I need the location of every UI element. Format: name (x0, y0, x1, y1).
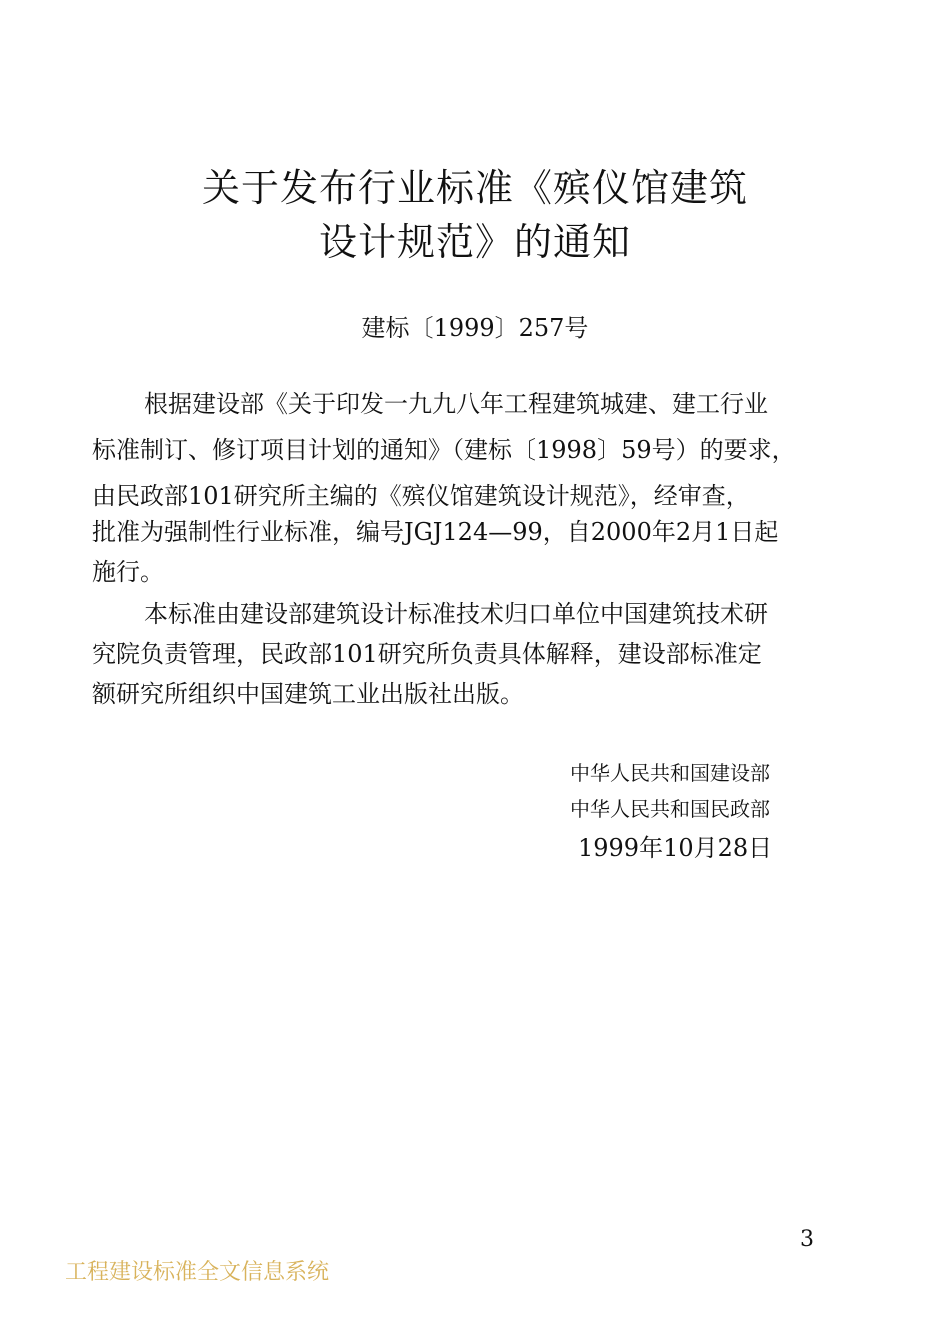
body-line: 由民政部101研究所主编的《殡仪馆建筑设计规范》，经审查， (92, 482, 750, 510)
issuing-org-1: 中华人民共和国建设部 (570, 761, 770, 785)
body-line: 额研究所组织中国建筑工业出版社出版。 (92, 680, 524, 708)
issuing-org-2: 中华人民共和国民政部 (570, 797, 770, 821)
body-line: 根据建设部《关于印发一九九八年工程建筑城建、建工行业 (144, 390, 768, 418)
body-line: 标准制订、修订项目计划的通知》（建标〔1998〕59号）的要求， (92, 436, 796, 464)
body-line: 究院负责管理，民政部101研究所负责具体解释，建设部标准定 (92, 640, 762, 668)
notice-title-line-1: 关于发布行业标准《殡仪馆建筑 (201, 166, 748, 210)
document-number: 建标〔1999〕257号 (361, 314, 589, 342)
footer-watermark: 工程建设标准全文信息系统 (65, 1260, 330, 1285)
page-number: 3 (800, 1227, 814, 1252)
notice-title-line-2: 设计规范》的通知 (318, 220, 631, 264)
body-line: 本标准由建设部建筑设计标准技术归口单位中国建筑技术研 (144, 600, 768, 628)
body-line: 施行。 (92, 558, 164, 586)
issue-date: 1999年10月28日 (578, 834, 773, 862)
body-line: 批准为强制性行业标准，编号JGJ124—99，自2000年2月1日起 (92, 518, 779, 546)
